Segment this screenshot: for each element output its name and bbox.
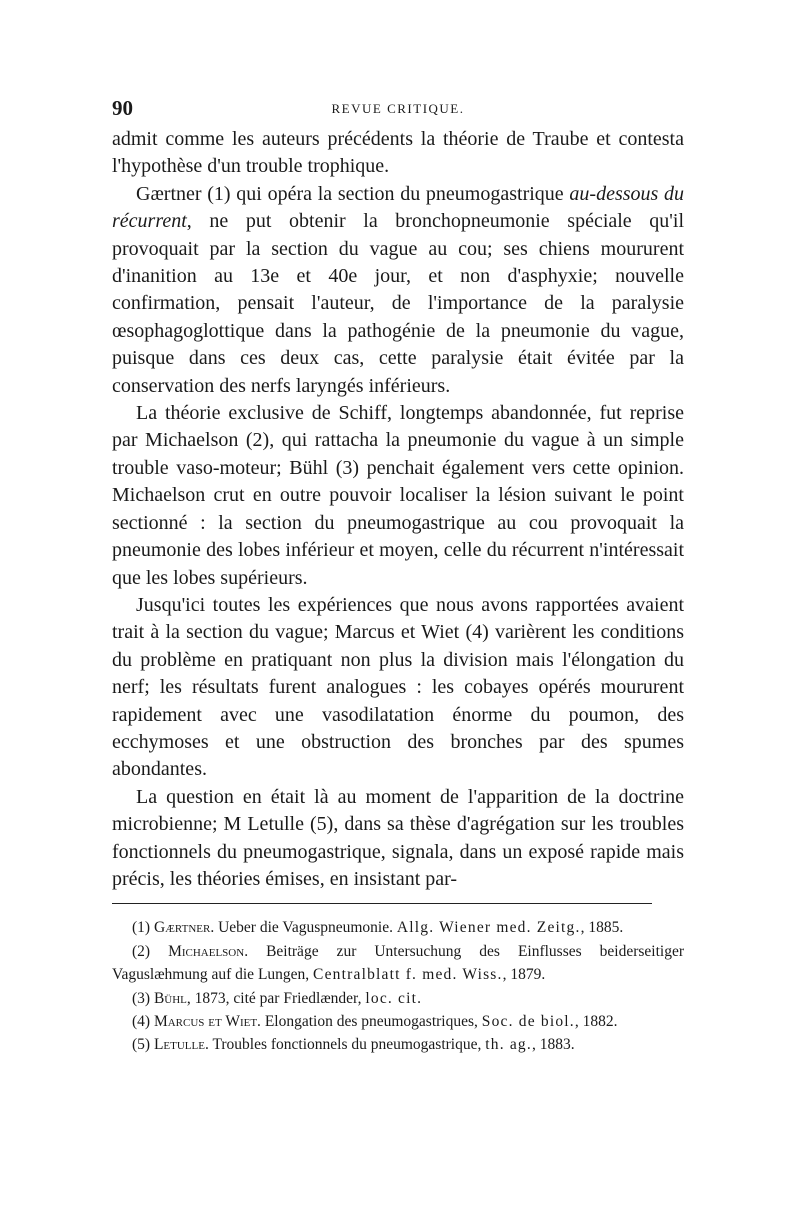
footnote-number: (1) [132, 919, 151, 937]
footnote-number: (3) [132, 989, 151, 1007]
footnote-title: Ueber die Vaguspneumonie. [214, 919, 397, 937]
footnote-tail: , 1879. [502, 966, 546, 984]
footnote-title: Beiträge zur Untersuchung des Einflusses beiderseitiger Vaguslæhmung auf die Lungen, [112, 942, 684, 984]
book-page [112, 96, 684, 1057]
footnote-author: Letulle. [153, 1036, 209, 1054]
footnote-source: Soc. de biol. [481, 1013, 575, 1030]
footnote-source: loc. cit. [365, 989, 423, 1007]
footnote-tail: , 1883. [531, 1036, 575, 1054]
footnotes [112, 916, 684, 1056]
footnote-title: 1873, cité par Friedlænder, [190, 989, 366, 1007]
footnote-source: th. ag. [485, 1036, 532, 1054]
paragraph-text: Gærtner (1) qui opéra la section du pneumogastrique [136, 182, 570, 205]
footnote-author: Michaelson. [168, 942, 249, 960]
footnote-author: Gærtner. [153, 919, 215, 937]
footnote [112, 1033, 684, 1056]
paragraph [112, 181, 684, 400]
footnote-number: (4) [132, 1013, 151, 1030]
footnote-divider [112, 903, 652, 904]
paragraph-italic-text: au-dessous du récurrent [112, 182, 685, 233]
main-text [112, 126, 684, 893]
paragraph-text: Jusqu'ici toutes les expériences que nous avons rapportées avaient trait à la section du vague; Marcus et Wiet (4) varièrent les conditions du problème en pratiquant non plus la division mais l'élongation du nerf; les résultats furent analogues : les cobayes opérés moururent rapidement avec une vasodilatation énorme du poumon, des ecchymoses et une obstruction des bronches par des spumes abondantes. [112, 593, 684, 781]
footnote-tail: , 1885. [580, 919, 624, 937]
footnote-title: Elongation des pneumogastriques, [260, 1013, 482, 1030]
footnote-source: Centralblatt f. med. Wiss. [313, 966, 503, 984]
footnote-tail: , 1882. [574, 1013, 618, 1030]
paragraph-text: La théorie exclusive de Schiff, longtemps abandonnée, fut reprise par Michaelson (2), qui rattacha la pneumonie du vague à un simple trouble vaso-moteur; Bühl (3) penchait également vers cette opinion. Michaelson crut en outre pouvoir localiser la lésion suivant le point sectionné : la section du pneumogastrique au cou provoquait la pneumonie des lobes inférieur et moyen, celle du récurrent n'intéressait que les lobes supérieurs. [112, 402, 684, 589]
footnote [112, 1010, 684, 1033]
page-number: 90 [112, 96, 133, 120]
footnote [112, 940, 684, 987]
page-header [112, 96, 684, 126]
footnote-source: Allg. Wiener med. Zeitg. [396, 919, 581, 937]
running-head: REVUE CRITIQUE. [331, 101, 465, 116]
footnote [112, 987, 684, 1010]
paragraph-text: La question en était là au moment de l'apparition de la doctrine microbienne; M Letulle (5), dans sa thèse d'agrégation sur les troubles fonctionnels du pneumogastrique, signala, dans un exposé rapide mais précis, les théories émises, en insistant par- [112, 785, 684, 890]
paragraph-text: admit comme les auteurs précédents la théorie de Traube et contesta l'hypothèse d'un trouble trophique. [112, 128, 684, 178]
footnote [112, 916, 684, 939]
paragraph [112, 400, 684, 592]
paragraph [112, 784, 684, 894]
footnote-title: Troubles fonctionnels du pneumogastrique, [208, 1036, 486, 1054]
paragraph [112, 592, 684, 784]
footnote-author: Marcus et Wiet. [153, 1013, 261, 1030]
footnote-number: (2) [132, 942, 151, 960]
paragraph [112, 126, 684, 181]
footnote-author: Bühl, [153, 989, 191, 1007]
footnote-number: (5) [132, 1036, 151, 1054]
paragraph-text: , ne put obtenir la bronchopneumonie spéciale qu'il provoquait par la section du vague au cou; ses chiens moururent d'inanition au 13e et 40e jour, et non d'asphyxie; nouvelle confirmation, pensait l'auteur, de l'importance de la paralysie œsophagoglottique dans la pathogénie de la pneumonie du vague, puisque dans ces deux cas, cette paralysie était évitée par la conservation des nerfs laryngés inférieurs. [112, 210, 684, 397]
